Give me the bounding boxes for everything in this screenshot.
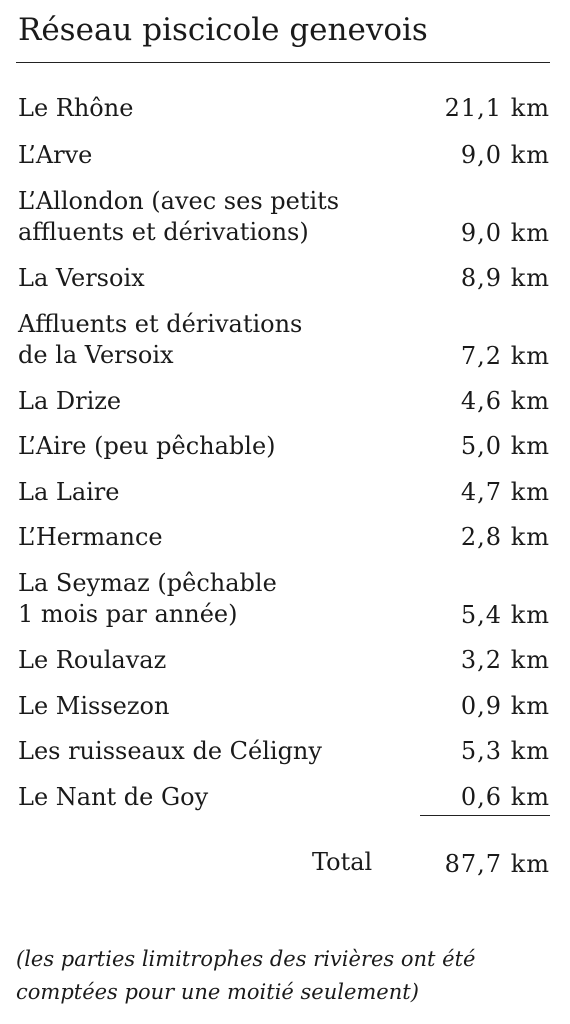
title-divider [16,62,550,63]
river-length: 4,6 km [460,387,550,415]
page-title: Réseau piscicole genevois [18,12,428,48]
river-name: L’Arve [18,141,93,169]
river-name: Le Roulavaz [18,646,167,674]
river-name: La Versoix [18,264,145,292]
river-name: La Drize [18,387,122,415]
river-length: 0,9 km [460,692,550,720]
river-length: 21,1 km [444,94,550,122]
river-length: 8,9 km [460,264,550,292]
river-name: Affluents et dérivations de la Versoix [18,310,303,369]
river-name: Le Nant de Goy [18,783,209,811]
river-length: 5,3 km [460,737,550,765]
river-length: 2,8 km [460,523,550,551]
river-length: 5,4 km [460,601,550,629]
river-length: 5,0 km [460,432,550,460]
river-length: 9,0 km [460,141,550,169]
river-name: Les ruisseaux de Céligny [18,737,322,765]
total-value: 87,7 km [444,850,550,878]
river-length: 0,6 km [460,783,550,811]
river-length: 7,2 km [460,342,550,370]
total-label: Total [312,848,373,876]
river-name: L’Allondon (avec ses petits affluents et dérivations) [18,187,340,246]
river-name: La Seymaz (pêchable 1 mois par année) [18,569,277,628]
river-name: La Laire [18,478,120,506]
river-name: Le Rhône [18,94,134,122]
river-name: L’Hermance [18,523,163,551]
footnote: (les parties limitrophes des rivières ont été comptées pour une moitié seulement) [16,947,476,1004]
river-length: 4,7 km [460,478,550,506]
river-length: 3,2 km [460,646,550,674]
river-name: L’Aire (peu pêchable) [18,432,276,460]
river-name: Le Missezon [18,692,170,720]
river-length: 9,0 km [460,219,550,247]
sum-divider [420,815,550,816]
